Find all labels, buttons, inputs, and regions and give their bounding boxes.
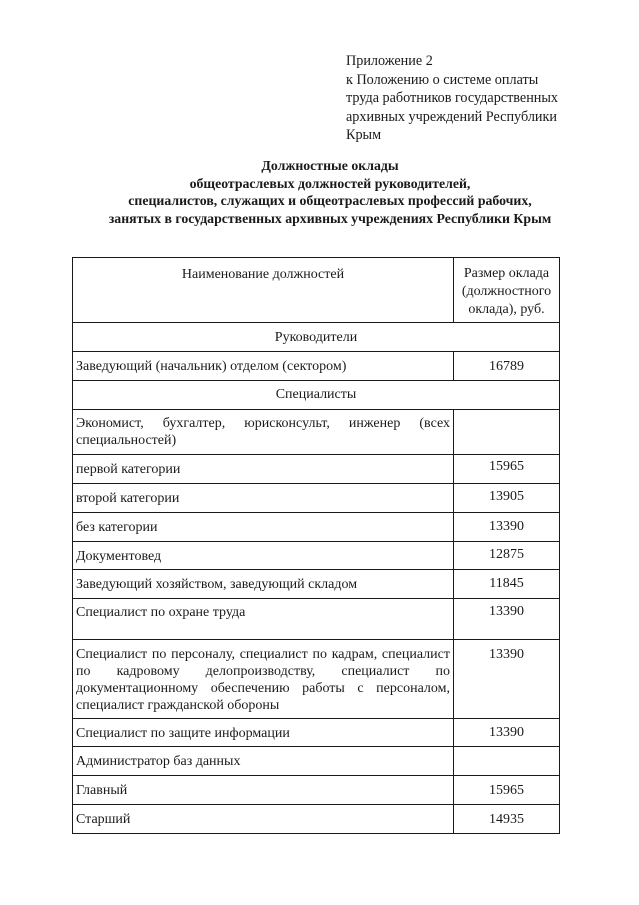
salary-table — [72, 257, 560, 834]
position-name: Старший — [73, 805, 454, 834]
table-row — [73, 805, 560, 834]
position-name: Документовед — [73, 542, 454, 570]
table-row — [73, 542, 560, 570]
salary-value: 15965 — [454, 455, 560, 484]
table-row — [73, 776, 560, 805]
position-name: Администратор баз данных — [73, 747, 454, 776]
position-name: без категории — [73, 513, 454, 542]
salary-value — [454, 410, 560, 455]
position-name: Заведующий (начальник) отделом (сектором) — [73, 352, 454, 381]
position-name: второй категории — [73, 484, 454, 513]
position-name: Экономист, бухгалтер, юрисконсульт, инженер (всех специальностей) — [73, 410, 454, 455]
salary-value: 13390 — [454, 599, 560, 640]
table-row — [73, 513, 560, 542]
header-salary-size — [454, 258, 560, 323]
salary-value: 13390 — [454, 513, 560, 542]
table-row — [73, 410, 560, 455]
section-managers: Руководители — [73, 323, 560, 352]
header-position-name: Наименование должностей — [73, 258, 454, 323]
appendix-line: к Положению о системе оплаты — [346, 71, 539, 88]
title-line: Должностные оклады — [261, 158, 399, 173]
salary-value: 11845 — [454, 570, 560, 599]
table-row — [73, 640, 560, 719]
table-row — [73, 352, 560, 381]
appendix-note — [346, 52, 596, 145]
position-name: Специалист по защите информации — [73, 719, 454, 747]
position-name: первой категории — [73, 455, 454, 484]
salary-value: 13905 — [454, 484, 560, 513]
header-size-line: оклада), руб. — [468, 302, 545, 317]
table-row — [73, 455, 560, 484]
title-line: занятых в государственных архивных учреждениях Республики Крым — [108, 210, 552, 226]
table-row — [73, 719, 560, 747]
table-header-row — [73, 258, 560, 323]
title-line: специалистов, служащих и общеотраслевых профессий рабочих, — [128, 193, 532, 209]
appendix-line: труда работников государственных — [346, 90, 559, 107]
section-row — [73, 381, 560, 410]
header-size-line: (должностного — [461, 284, 552, 299]
position-name: Заведующий хозяйством, заведующий складом — [73, 570, 454, 599]
salary-value: 14935 — [454, 805, 560, 834]
table-row — [73, 747, 560, 776]
section-specialists: Специалисты — [73, 381, 560, 410]
table-row — [73, 599, 560, 640]
table-row — [73, 484, 560, 513]
salary-value: 12875 — [454, 542, 560, 570]
section-row — [73, 323, 560, 352]
appendix-line: Приложение 2 — [346, 53, 433, 69]
document-title — [60, 157, 600, 227]
header-size-line: Размер оклада — [463, 266, 550, 281]
salary-value: 13390 — [454, 719, 560, 747]
appendix-line: Крым — [346, 127, 382, 144]
salary-value: 16789 — [454, 352, 560, 381]
salary-value — [454, 747, 560, 776]
position-name: Главный — [73, 776, 454, 805]
appendix-line: архивных учреждений Республики — [346, 108, 557, 125]
salary-value: 13390 — [454, 640, 560, 719]
table-row — [73, 570, 560, 599]
title-line: общеотраслевых должностей руководителей, — [189, 175, 471, 191]
position-name: Специалист по охране труда — [73, 599, 454, 640]
salary-value: 15965 — [454, 776, 560, 805]
position-name: Специалист по персоналу, специалист по кадрам, специалист по кадровому делопроизводству, специалист по документационному обеспечению работы с персоналом, специалист гражданской обороны — [73, 640, 454, 719]
